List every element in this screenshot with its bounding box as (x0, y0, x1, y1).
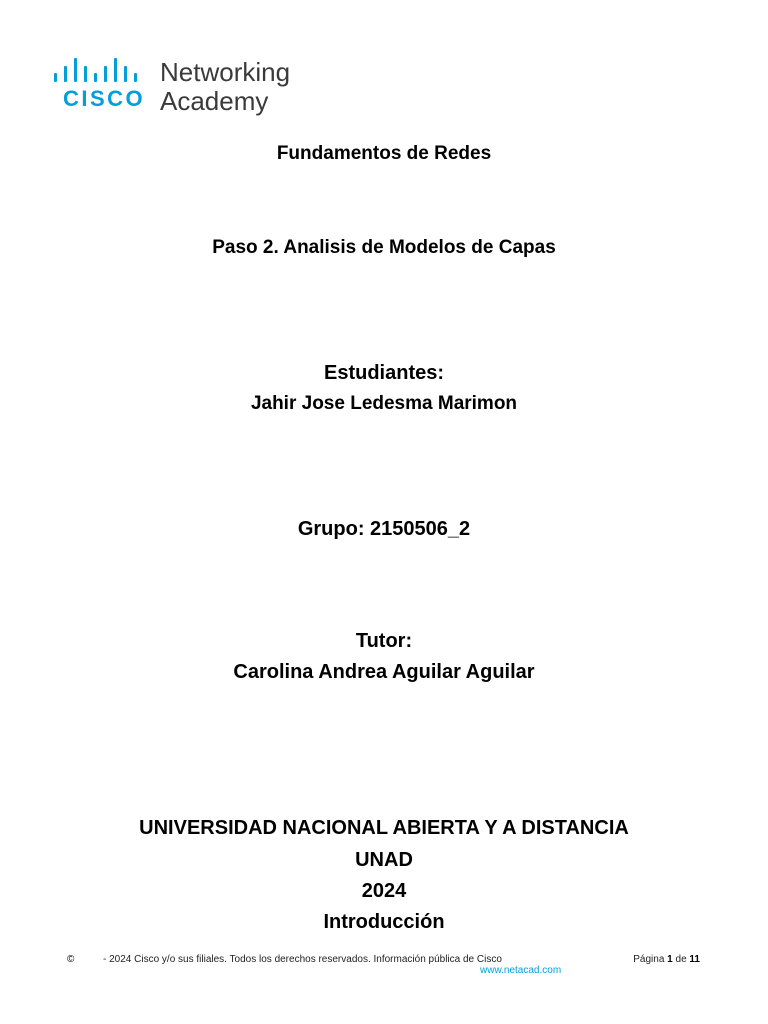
page-of: de (675, 954, 687, 965)
netacad-link[interactable]: www.netacad.com (480, 965, 562, 976)
page-indicator (633, 954, 700, 965)
step-title: Paso 2. Analisis de Modelos de Capas (212, 237, 556, 258)
logo-academy-text: Academy (160, 86, 269, 116)
page-current: 1 (667, 954, 673, 965)
page-total: 11 (689, 954, 700, 965)
cisco-networking-academy-logo (54, 58, 304, 118)
university-acronym: UNAD (355, 849, 413, 871)
course-title: Fundamentos de Redes (276, 143, 492, 164)
student-name: Jahir Jose Ledesma Marimon (250, 393, 518, 414)
logo-networking-text: Networking (160, 57, 291, 87)
cisco-wordmark: CISCO (63, 86, 146, 111)
year: 2024 (361, 880, 407, 902)
section-heading: Introducción (323, 911, 445, 933)
copyright-symbol: © (67, 954, 75, 965)
cisco-bars-icon (54, 58, 150, 82)
group-label: Grupo: 2150506_2 (297, 518, 471, 540)
tutor-name: Carolina Andrea Aguilar Aguilar (233, 661, 535, 683)
students-label: Estudiantes: (323, 362, 445, 384)
footer-copyright-text: - 2024 Cisco y/o sus filiales. Todos los derechos reservados. Información pública de Cisco (103, 954, 502, 965)
page-label: Página (633, 954, 665, 965)
tutor-label: Tutor: (355, 630, 413, 652)
university-name: UNIVERSIDAD NACIONAL ABIERTA Y A DISTANCIA (139, 817, 629, 839)
